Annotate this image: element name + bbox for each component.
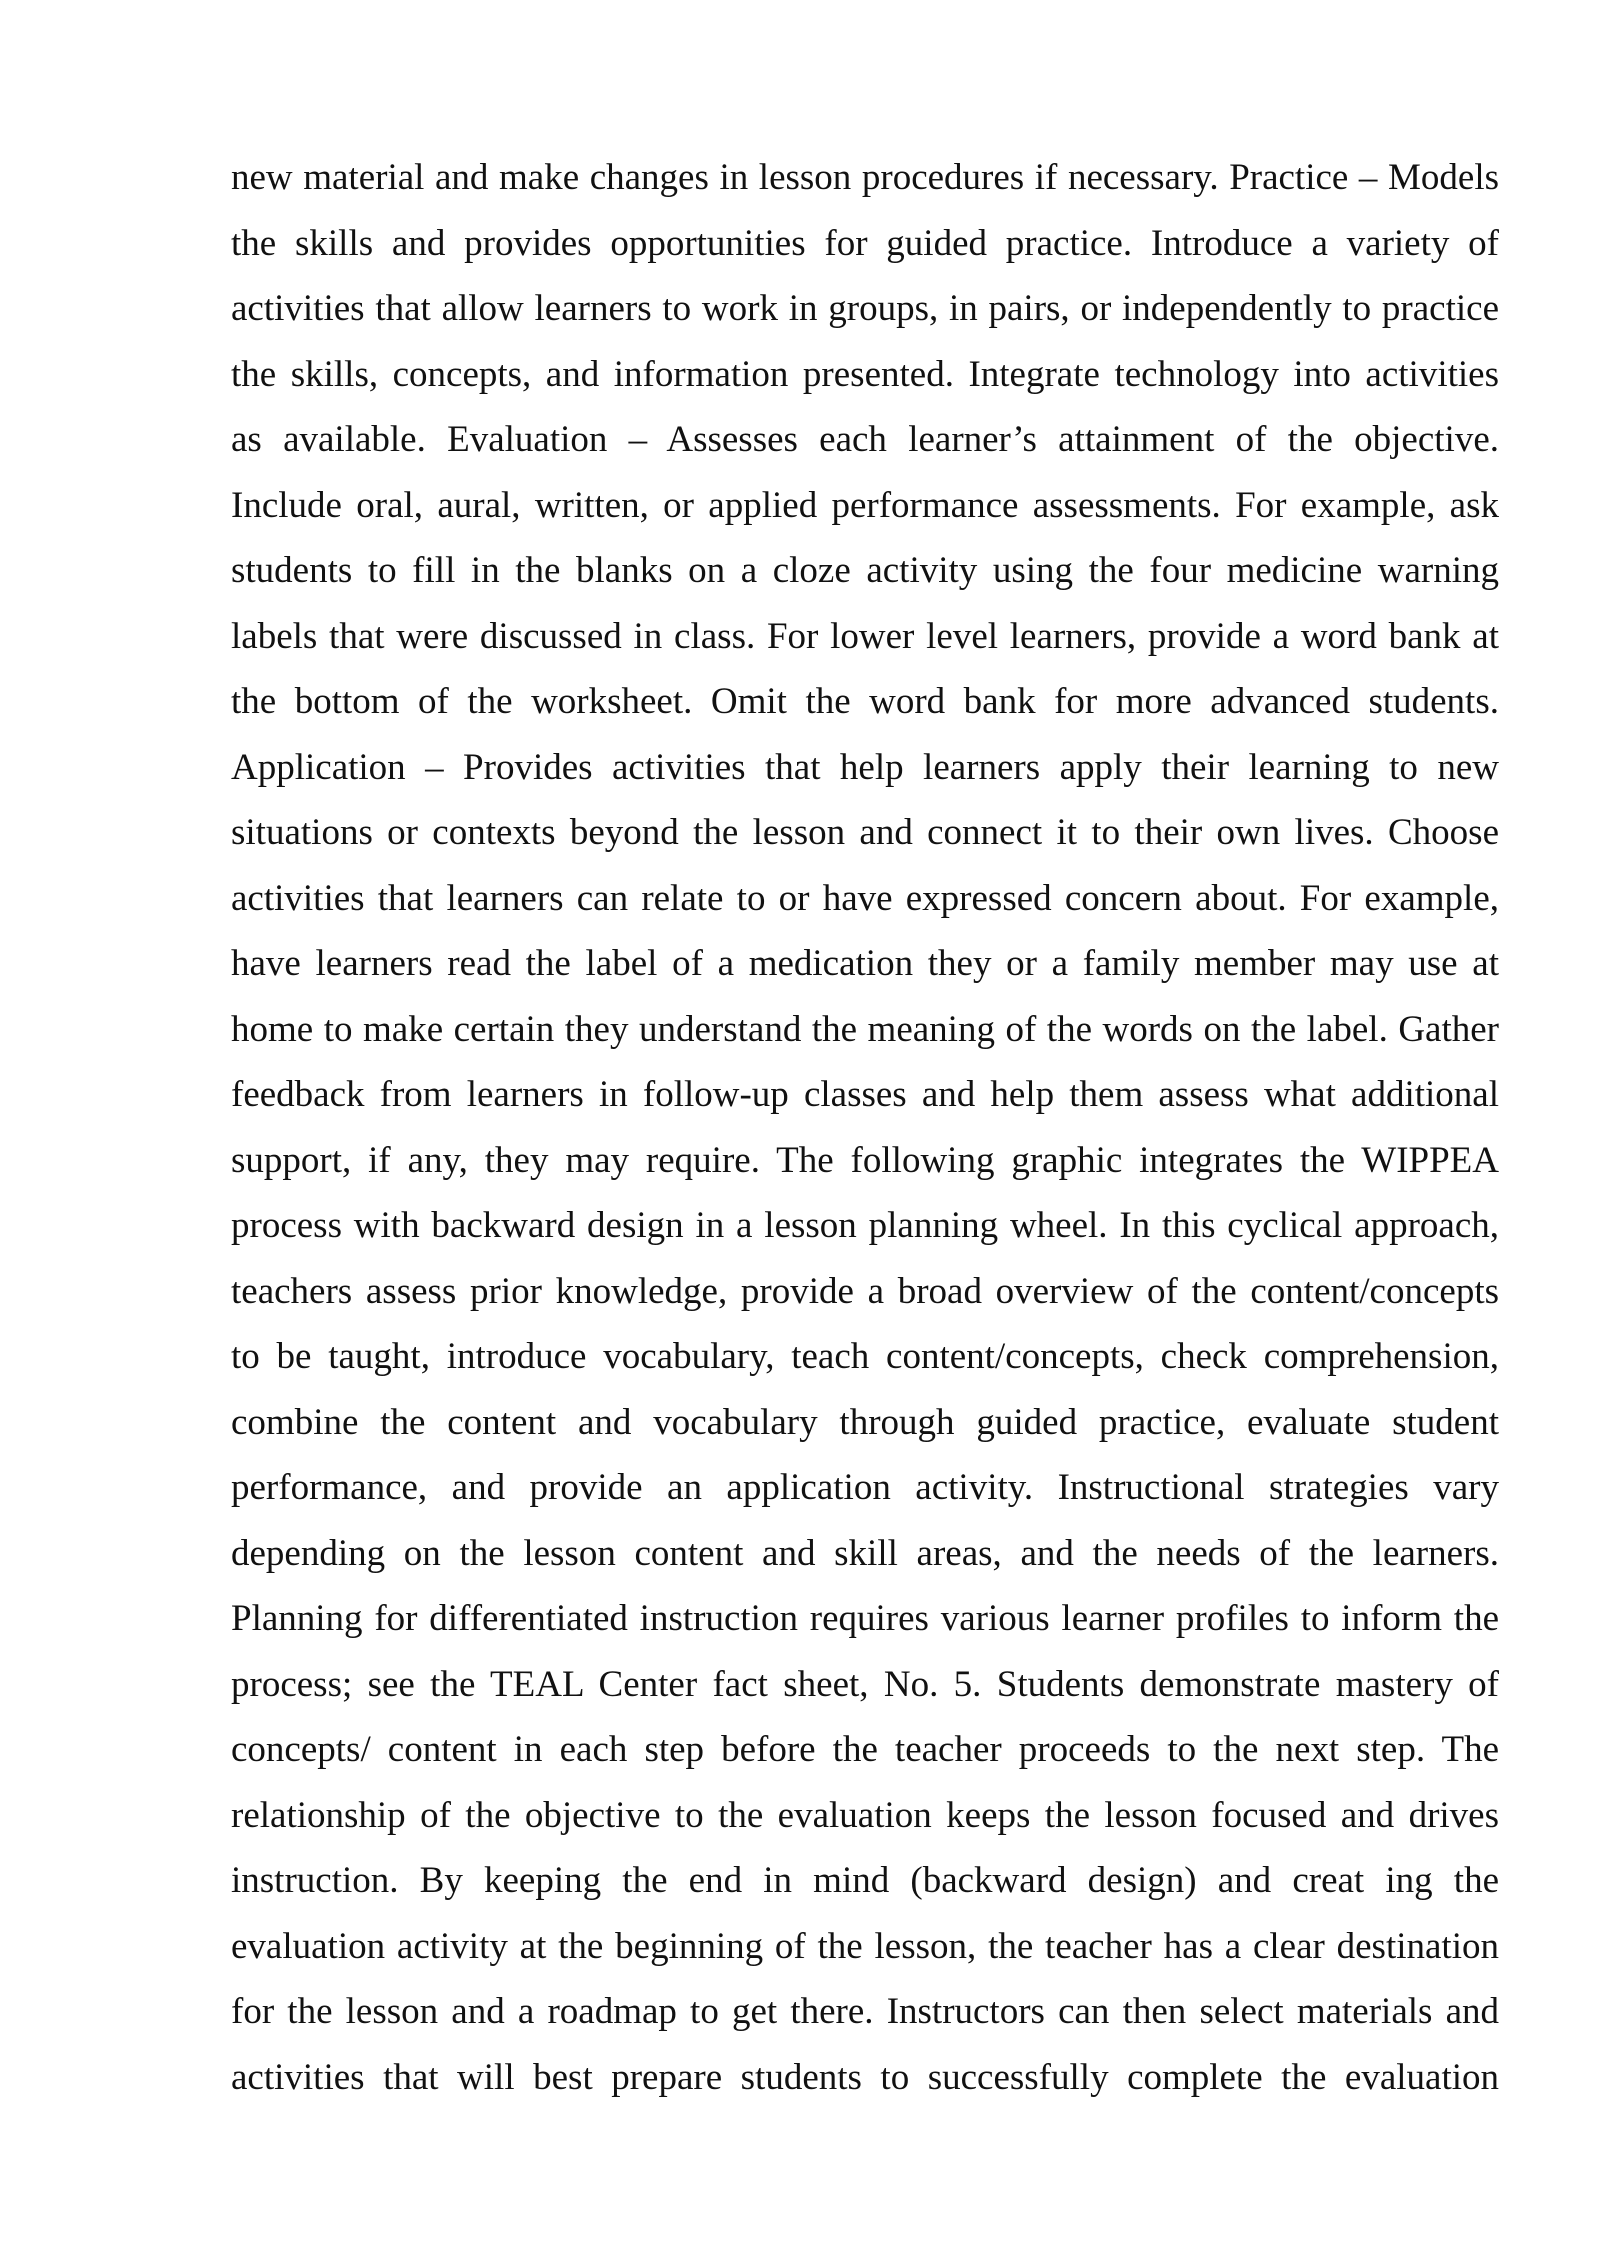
text-line: situations or contexts beyond the lesson and connect it to their own lives. Choose [231, 812, 1499, 853]
text-line: concepts/ content in each step before the teacher proceeds to the next step. The [231, 1729, 1499, 1770]
text-line: have learners read the label of a medication they or a family member may use at [231, 943, 1499, 984]
text-line: the bottom of the worksheet. Omit the word bank for more advanced students. [231, 681, 1499, 722]
text-line: Application – Provides activities that help learners apply their learning to new [231, 746, 1499, 788]
text-line: performance, and provide an application activity. Instructional strategies vary [231, 1467, 1499, 1508]
text-line: instruction. By keeping the end in mind (backward design) and creat ing the [231, 1860, 1499, 1901]
text-line: support, if any, they may require. The following graphic integrates the WIPPEA [231, 1139, 1499, 1181]
text-line: relationship of the objective to the evaluation keeps the lesson focused and drives [231, 1794, 1499, 1836]
text-line: labels that were discussed in class. For lower level learners, provide a word bank at [231, 615, 1499, 657]
text-line: activities that learners can relate to or have expressed concern about. For example, [231, 877, 1499, 919]
text-line: combine the content and vocabulary through guided practice, evaluate student [231, 1401, 1499, 1443]
text-line: to be taught, introduce vocabulary, teach content/concepts, check comprehension, [231, 1336, 1499, 1377]
text-line: new material and make changes in lesson procedures if necessary. Practice – Models [231, 157, 1499, 198]
text-line: as available. Evaluation – Assesses each learner’s attainment of the objective. [231, 419, 1499, 460]
text-line: Planning for differentiated instruction requires various learner profiles to inform the [231, 1598, 1499, 1639]
text-line: feedback from learners in follow-up classes and help them assess what additional [231, 1074, 1499, 1115]
text-line: for the lesson and a roadmap to get there. Instructors can then select materials and [231, 1991, 1499, 2032]
text-line: the skills, concepts, and information presented. Integrate technology into activities [231, 353, 1499, 395]
text-line: process; see the TEAL Center fact sheet, No. 5. Students demonstrate mastery of [231, 1663, 1499, 1705]
text-line: home to make certain they understand the meaning of the words on the label. Gather [231, 1008, 1499, 1050]
body-paragraph [231, 150, 1499, 2115]
text-line: Include oral, aural, written, or applied performance assessments. For example, ask [231, 484, 1499, 526]
text-line: activities that allow learners to work in groups, in pairs, or independently to practice [231, 288, 1499, 329]
text-line: students to fill in the blanks on a cloze activity using the four medicine warning [231, 550, 1499, 591]
text-line: teachers assess prior knowledge, provide a broad overview of the content/concepts [231, 1270, 1499, 1312]
text-line: activities that will best prepare students to successfully complete the evaluation [231, 2056, 1499, 2098]
text-line: depending on the lesson content and skill areas, and the needs of the learners. [231, 1532, 1499, 1574]
text-line: the skills and provides opportunities for guided practice. Introduce a variety of [231, 222, 1499, 264]
text-line: process with backward design in a lesson planning wheel. In this cyclical approach, [231, 1205, 1499, 1246]
text-line: evaluation activity at the beginning of the lesson, the teacher has a clear destination [231, 1925, 1499, 1967]
